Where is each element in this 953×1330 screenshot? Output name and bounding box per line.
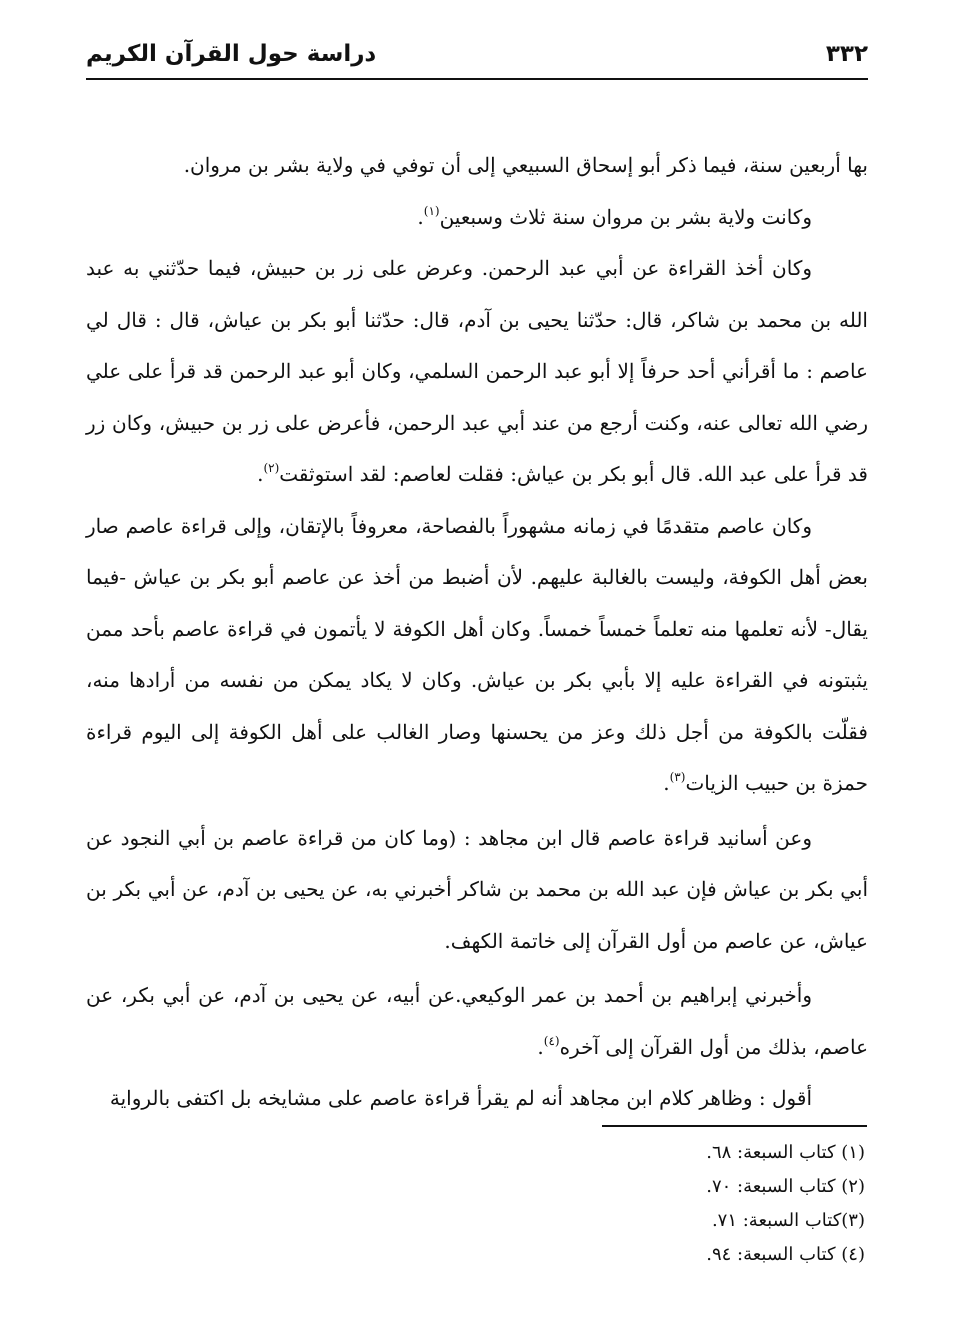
paragraph — [86, 1073, 868, 1125]
page-header — [86, 30, 868, 80]
footnote: (٣)كتاب السبعة: ٧١. — [711, 1210, 865, 1231]
footnote-ref: (٢) — [263, 461, 280, 475]
paragraph: وكانت ولاية بشر بن مروان سنة ثلاث وسبعين$^{(١)}$. — [417, 203, 812, 229]
footnote: (١) كتاب السبعة: ٦٨. — [706, 1142, 865, 1163]
footnote: (٢) كتاب السبعة: ٧٠. — [706, 1176, 865, 1197]
paragraph: وكان أخذ القراءة عن أبي عبد الرحمن. وعرض على زر بن حبيش، فيما حدّثني به عبد الله بن محمد بن شاكر، قال: حدّثنا يحيى بن آدم، قال: حدّثنا أبو بكر بن عياش، قال : قال لي عاصم : ما أقرأني أحد حرفاً إلا أبو عبد الرحمن السلمي، وكان أبو عبد الرحمن قد قرأ على علي رضي الله تعالى عنه، وكنت أرجع من عند أبي عبد الرحمن، فأعرض على زر بن حبيش، وكان زر قد قرأ على عبد الله. قال أبو بكر بن عياش: فقلت لعاصم: لقد استوثقت$^{(٢)}$. — [86, 256, 868, 486]
paragraph: وأخبرني إبراهيم بن أحمد بن عمر الوكيعي.عن أبيه، عن يحيى بن آدم، عن أبي بكر، عن عاصم، بذلك من أول القرآن إلى آخره$^{(٤)}$. — [86, 983, 868, 1059]
footnote-ref: (١) — [423, 203, 440, 218]
paragraph-text: وكان أخذ القراءة عن أبي عبد الرحمن. وعرض على زر بن حبيش، فيما حدّثني به عبد الله بن محمد بن شاكر، قال: حدّثنا يحيى بن آدم، قال: حدّثنا أبو بكر بن عياش، قال : قال لي عاصم : ما أقرأني أحد حرفاً إلا أبو عبد الرحمن السلمي، وكان أبو عبد الرحمن قد قرأ على علي رضي الله تعالى عنه، وكنت أرجع من عند أبي عبد الرحمن، فأعرض على زر بن حبيش، وكان زر قد قرأ على عبد الله. قال أبو بكر بن عياش: فقلت لعاصم: لقد استوثقت — [86, 256, 868, 486]
footnote: (٤) كتاب السبعة: ٩٤. — [706, 1244, 865, 1265]
main-text — [86, 140, 868, 1125]
paragraph-text: وأخبرني إبراهيم بن أحمد بن عمر الوكيعي.عن أبيه، عن يحيى بن آدم، عن أبي بكر، عن عاصم، بذلك من أول القرآن إلى آخره — [86, 983, 868, 1059]
footnotes — [465, 1136, 865, 1272]
paragraph-text: بها أربعين سنة، فيما ذكر أبو إسحاق السبيعي إلى أن توفي في ولاية بشر بن مروان. — [183, 153, 868, 177]
paragraph-text: أقول : وظاهر كلام ابن مجاهد أنه لم يقرأ قراءة عاصم على مشايخه بل اكتفى بالرواية — [109, 1086, 812, 1110]
paragraph: وكان عاصم متقدمًا في زمانه مشهوراً بالفصاحة، معروفاً بالإتقان، وإلى قراءة عاصم صار بعض أهل الكوفة، وليست بالغالبة عليهم. لأن أضبط من أخذ عن عاصم أبو بكر بن عياش -فيما يقال- لأنه تعلمها منه تعلماً خمساً خمساً. وكان أهل الكوفة لا يأتمون في قراءة عاصم بأحد ممن يثبتونه في القراءة عليه إلا بأبي بكر بن عياش. وكان لا يكاد يمكن من نفسه من أرادها منه، فقلّت بالكوفة من أجل ذلك وعز من يحسنها وصار الغالب على أهل الكوفة إلى اليوم قراءة حمزة بن حبيب الزيات$^{(٣)}$. — [86, 513, 868, 795]
footnote-divider — [602, 1125, 867, 1127]
page-number: ٣٣٢ — [825, 41, 868, 67]
footnote-ref: (٤) — [543, 1033, 560, 1048]
paragraph-text: وعن أسانيد قراءة عاصم قال ابن مجاهد : (وما كان من قراءة عاصم بن أبي النجود عن أبي بكر بن عياش فإن عبد الله بن محمد بن شاكر أخبرني به، عن يحيى بن آدم، عن أبي بكر بن عياش، عن عاصم من أول القرآن إلى خاتمة الكهف. — [86, 825, 868, 953]
book-title: دراسة حول القرآن الكريم — [86, 41, 377, 67]
paragraph — [86, 813, 868, 968]
paragraph-text: وكانت ولاية بشر بن مروان سنة ثلاث وسبعين — [439, 204, 812, 229]
paragraph-text: وكان عاصم متقدمًا في زمانه مشهوراً بالفصاحة، معروفاً بالإتقان، وإلى قراءة عاصم صار بعض أهل الكوفة، وليست بالغالبة عليهم. لأن أضبط من أخذ عن عاصم أبو بكر بن عياش -فيما يقال- لأنه تعلمها منه تعلماً خمساً خمساً. وكان أهل الكوفة لا يأتمون في قراءة عاصم بأحد ممن يثبتونه في القراءة عليه إلا بأبي بكر بن عياش. وكان لا يكاد يمكن من نفسه من أرادها منه، فقلّت بالكوفة من أجل ذلك وعز من يحسنها وصار الغالب على أهل الكوفة إلى اليوم قراءة حمزة بن حبيب الزيات — [86, 513, 868, 795]
footnote-ref: (٣) — [669, 770, 686, 784]
paragraph — [86, 140, 868, 192]
